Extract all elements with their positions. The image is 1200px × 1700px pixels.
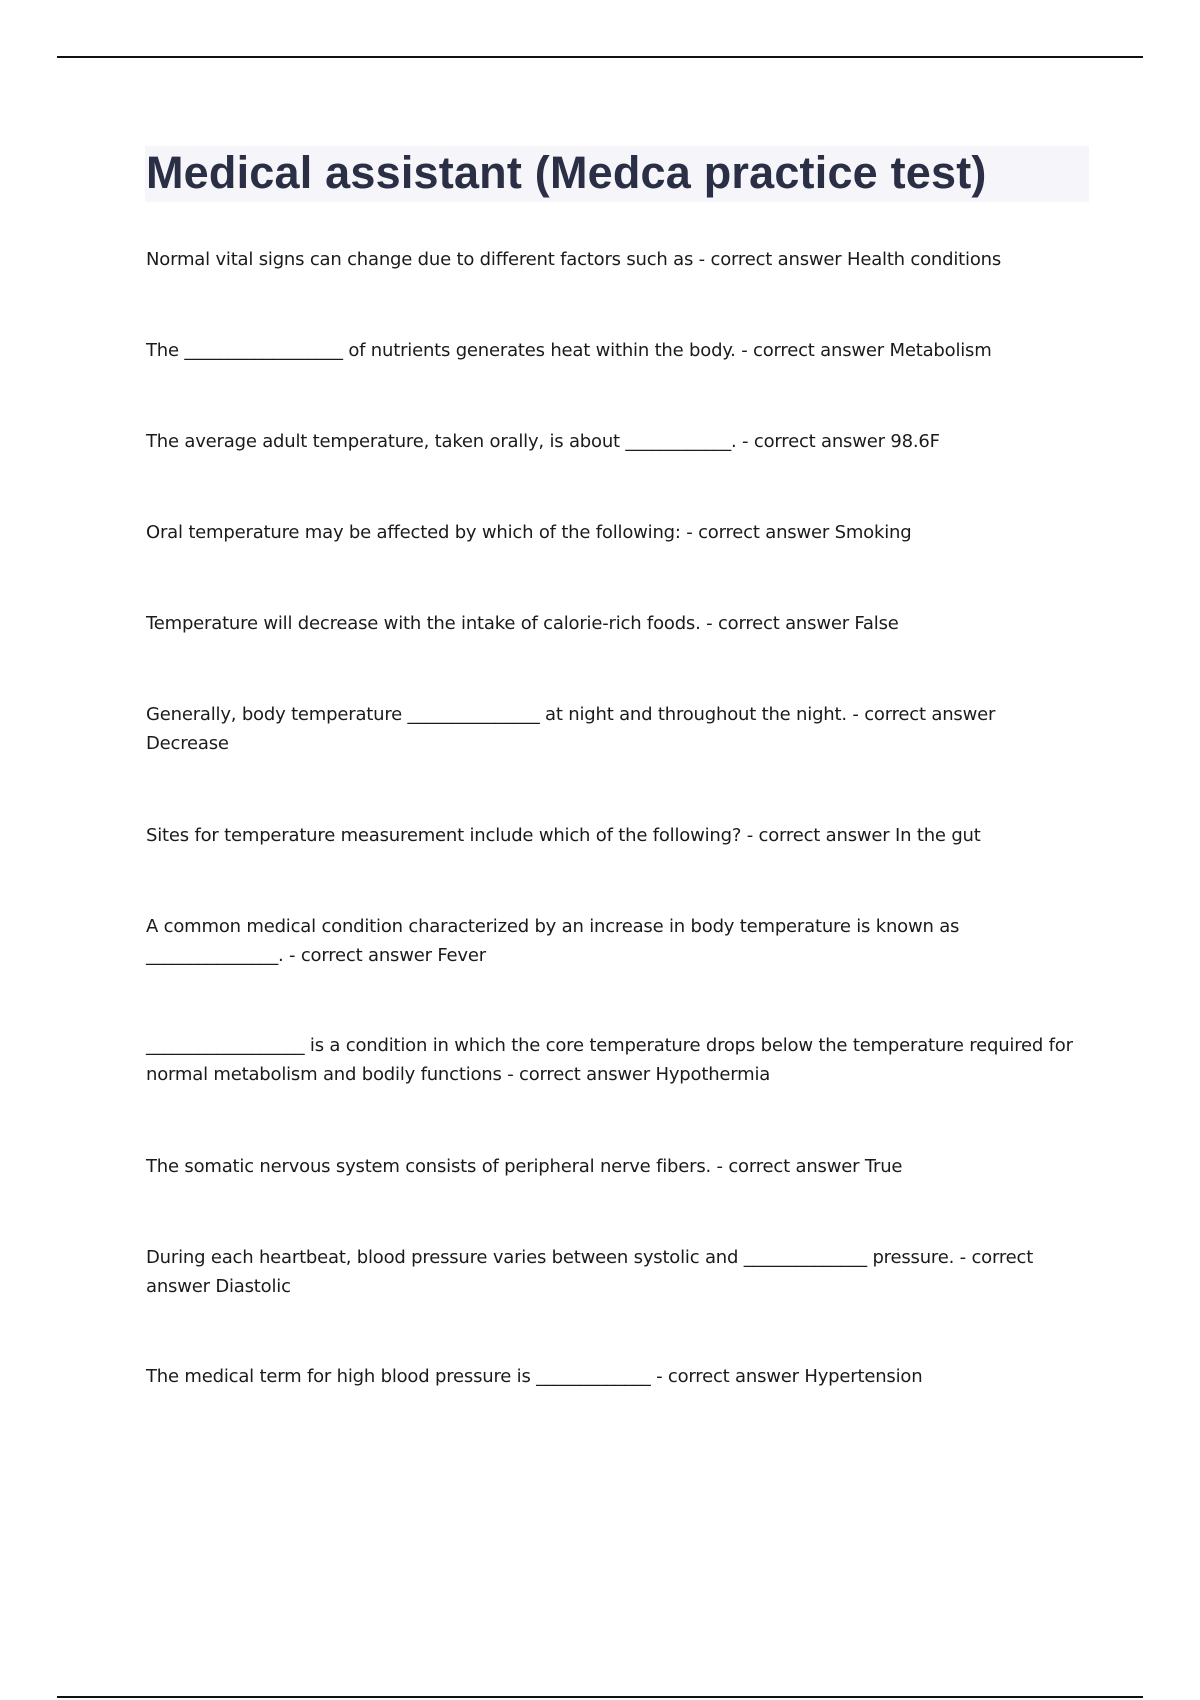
qa-item-11: During each heartbeat, blood pressure varies between systolic and ______________ pressure. - correct answer Diastolic	[146, 1247, 1034, 1297]
bottom-rule	[57, 1696, 1143, 1698]
qa-item-9: __________________ is a condition in which the core temperature drops below the temperature required for normal metabolism and bodily functions - correct answer Hypothermia	[146, 1035, 1073, 1085]
qa-item-7: Sites for temperature measurement include which of the following? - correct answer In the gut	[146, 825, 981, 846]
top-rule	[57, 56, 1143, 58]
qa-item-4: Oral temperature may be affected by which of the following: - correct answer Smoking	[146, 522, 912, 543]
qa-item-5: Temperature will decrease with the intake of calorie-rich foods. - correct answer False	[146, 613, 899, 634]
qa-item-12: The medical term for high blood pressure is _____________ - correct answer Hypertension	[146, 1366, 923, 1387]
qa-item-10: The somatic nervous system consists of peripheral nerve fibers. - correct answer True	[146, 1156, 903, 1177]
qa-item-6: Generally, body temperature _______________ at night and throughout the night. - correct answer Decrease	[146, 704, 996, 754]
qa-item-8: A common medical condition characterized by an increase in body temperature is known as _______________. - correct answer Fever	[146, 916, 960, 966]
qa-item-2: The __________________ of nutrients generates heat within the body. - correct answer Metabolism	[146, 340, 992, 361]
document-title: Medical assistant (Medca practice test)	[146, 147, 987, 198]
qa-item-3: The average adult temperature, taken orally, is about ____________. - correct answer 98.6F	[146, 431, 940, 452]
qa-item-1: Normal vital signs can change due to different factors such as - correct answer Health conditions	[146, 249, 1002, 270]
